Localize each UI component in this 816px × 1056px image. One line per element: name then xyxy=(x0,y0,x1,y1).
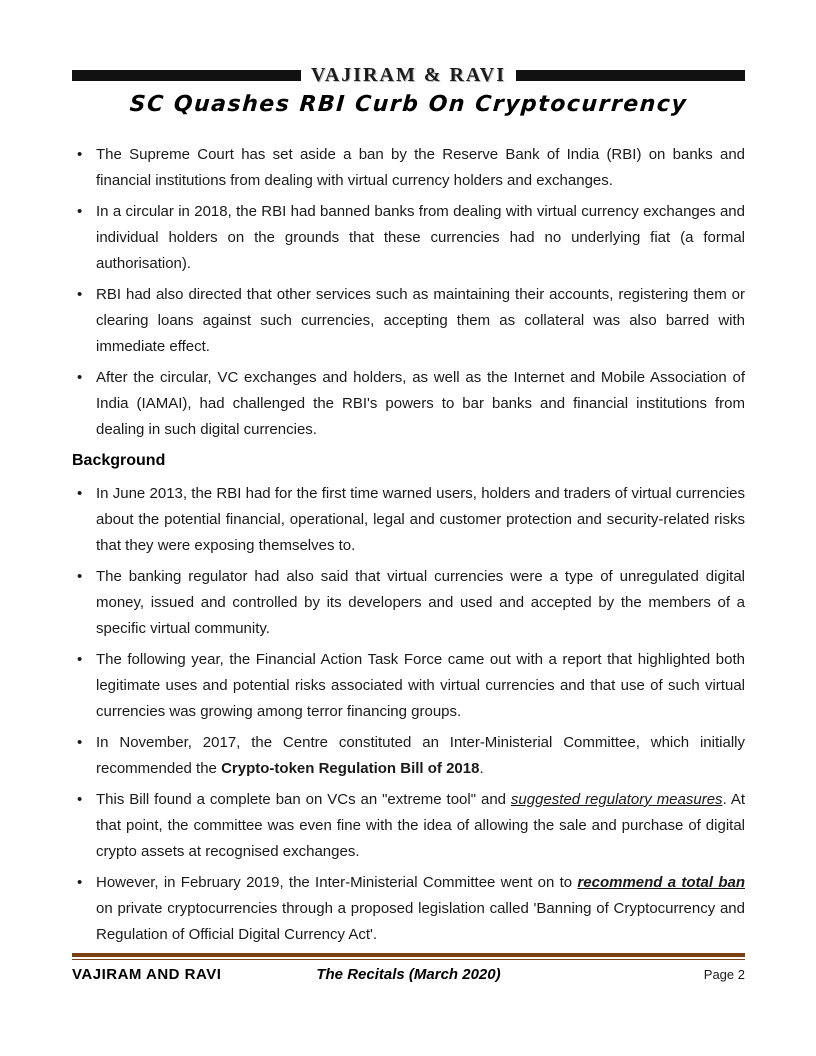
bullet-item xyxy=(72,199,745,277)
footer-brand: VAJIRAM AND RAVI xyxy=(72,966,222,983)
text-segment: In November, 2017, the Centre constituted an Inter-Ministerial Committee, which initially recommended the xyxy=(96,734,745,777)
text-segment: After the circular, VC exchanges and holders, as well as the Internet and Mobile Association of India (IAMAI), had challenged the RBI's powers to bar banks and financial institutions from dealing in such digital currencies. xyxy=(96,369,745,438)
text-segment: This Bill found a complete ban on VCs an "extreme tool" and xyxy=(96,791,511,808)
bullet-item xyxy=(72,481,745,559)
bullet-item xyxy=(72,647,745,725)
text-segment: The Supreme Court has set aside a ban by the Reserve Bank of India (RBI) on banks and financial institutions from dealing with virtual currency holders and exchanges. xyxy=(96,146,745,189)
background-bullet-list xyxy=(72,481,745,948)
text-segment: . At that point, the committee was even fine with the idea of allowing the sale and purchase of digital crypto assets at recognised exchanges. xyxy=(96,791,745,860)
text-segment: The banking regulator had also said that virtual currencies were a type of unregulated digital money, issued and controlled by its developers and used and accepted by the members of a specific virtual community. xyxy=(96,568,745,637)
bullet-item xyxy=(72,564,745,642)
page-footer xyxy=(72,953,745,983)
text-segment: In June 2013, the RBI had for the first time warned users, holders and traders of virtual currencies about the potential financial, operational, legal and customer protection and security-related risks that they were exposing themselves to. xyxy=(96,485,745,554)
text-segment: Crypto-token Regulation Bill of 2018 xyxy=(221,760,480,777)
intro-bullet-list xyxy=(72,142,745,443)
text-segment: In a circular in 2018, the RBI had banned banks from dealing with virtual currency exchanges and individual holders on the grounds that these currencies had no underlying fiat (a formal authorisation). xyxy=(96,203,745,272)
footer-row xyxy=(72,966,745,983)
text-segment: recommend a total ban xyxy=(577,874,745,891)
bullet-item xyxy=(72,787,745,865)
text-segment: suggested regulatory measures xyxy=(510,791,723,808)
bullet-item xyxy=(72,730,745,782)
brand-header xyxy=(72,64,745,87)
footer-divider xyxy=(72,953,745,960)
text-segment: The following year, the Financial Action Task Force came out with a report that highlighted both legitimate uses and potential risks associated with virtual currencies and that use of such virtual currencies was growing among terror financing groups. xyxy=(96,651,745,720)
page-title: SC Quashes RBI Curb On Cryptocurrency xyxy=(128,92,689,117)
brand-bar-right xyxy=(516,70,745,81)
footer-publication: The Recitals (March 2020) xyxy=(316,966,501,983)
brand-name: VAJIRAM & RAVI xyxy=(310,64,507,86)
bullet-item xyxy=(72,365,745,443)
brand-bar-left xyxy=(72,70,301,81)
footer-page-number: Page 2 xyxy=(703,967,745,982)
section-heading-background: Background xyxy=(72,452,166,469)
bullet-item xyxy=(72,142,745,194)
text-segment: However, in February 2019, the Inter-Ministerial Committee went on to xyxy=(96,874,578,891)
text-segment: on private cryptocurrencies through a proposed legislation called 'Banning of Cryptocurrency and Regulation of Official Digital Currency Act'. xyxy=(96,900,745,943)
text-segment: . xyxy=(479,760,484,777)
bullet-item xyxy=(72,282,745,360)
text-segment: RBI had also directed that other services such as maintaining their accounts, registering them or clearing loans against such currencies, accepting them as collateral was also barred with immediate effect. xyxy=(96,286,745,355)
bullet-item xyxy=(72,870,745,948)
